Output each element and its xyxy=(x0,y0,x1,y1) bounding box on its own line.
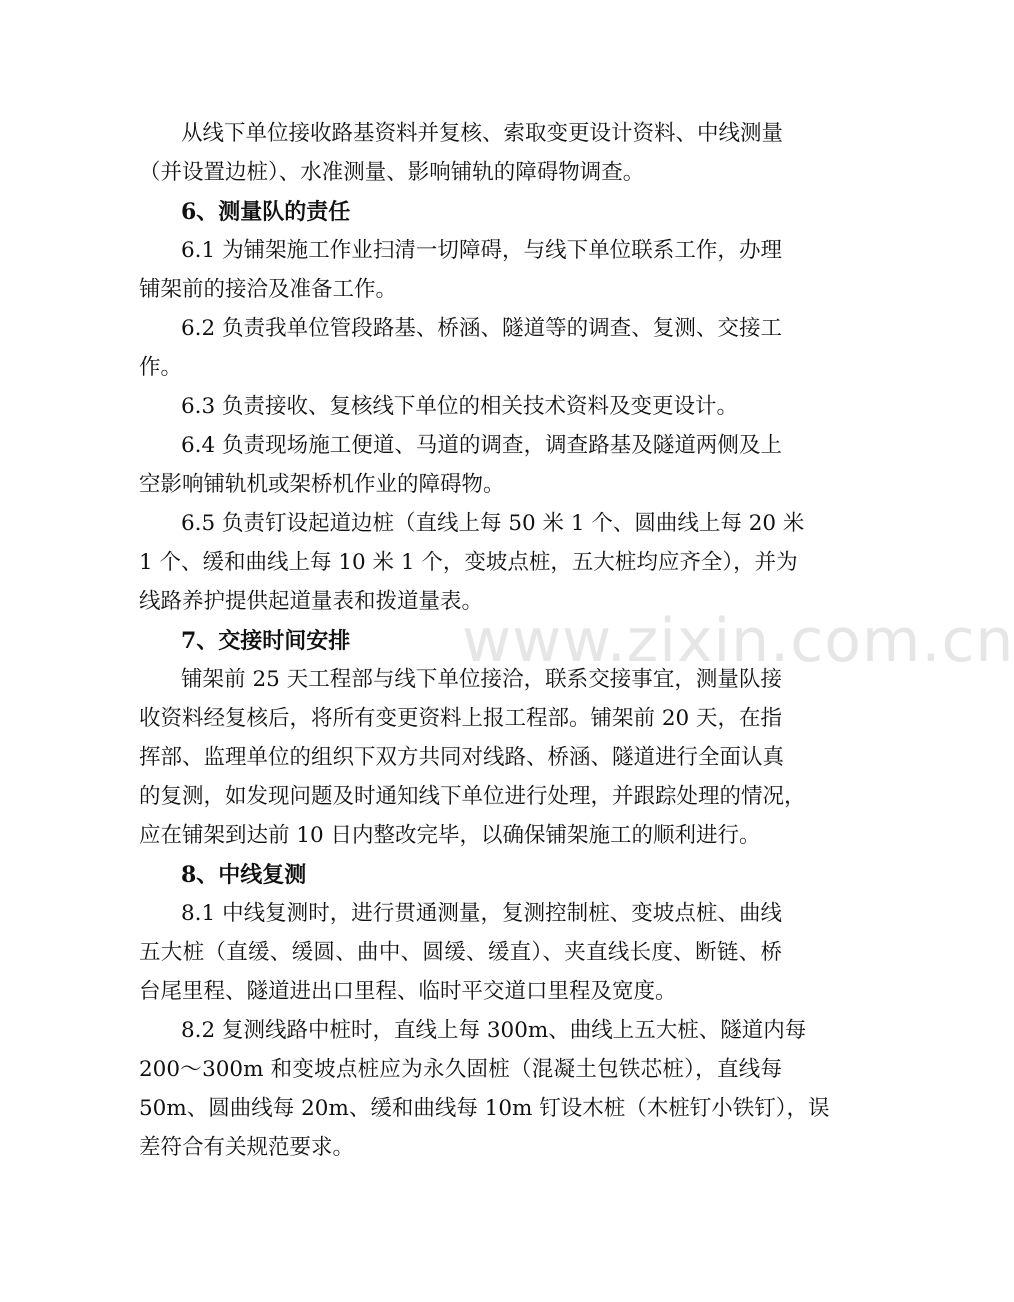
paragraph-line: 8.1 中线复测时，进行贯通测量，复测控制桩、变坡点桩、曲线 xyxy=(181,901,782,926)
paragraph-line: 6.4 负责现场施工便道、马道的调查，调查路基及隧道两侧及上 xyxy=(181,433,782,458)
paragraph-line: 6.5 负责钉设起道边桩（直线上每 50 米 1 个、圆曲线上每 20 米 xyxy=(181,511,805,536)
paragraph-line: 1 个、缓和曲线上每 10 米 1 个，变坡点桩，五大桩均应齐全），并为 xyxy=(139,550,798,575)
paragraph-line: 6.2 负责我单位管段路基、桥涵、隧道等的调查、复测、交接工 xyxy=(181,316,782,341)
paragraph-line: 6.1 为铺架施工作业扫清一切障碍，与线下单位联系工作，办理 xyxy=(181,238,782,263)
paragraph-line: 差符合有关规范要求。 xyxy=(139,1135,355,1160)
paragraph-line: 台尾里程、隧道进出口里程、临时平交道口里程及宽度。 xyxy=(139,979,677,1004)
paragraph-line: 从线下单位接收路基资料并复核、索取变更设计资料、中线测量 xyxy=(181,121,784,146)
paragraph-line: 作。 xyxy=(139,355,183,380)
paragraph-line: 8.2 复测线路中桩时，直线上每 300m、曲线上五大桩、隧道内每 xyxy=(181,1018,807,1043)
paragraph-line: 空影响铺轨机或架桥机作业的障碍物。 xyxy=(139,472,505,497)
paragraph-line: 挥部、监理单位的组织下双方共同对线路、桥涵、隧道进行全面认真 xyxy=(139,745,785,770)
paragraph-line: 收资料经复核后，将所有变更资料上报工程部。铺架前 20 天，在指 xyxy=(139,706,783,731)
section-heading: 7、交接时间安排 xyxy=(181,628,351,654)
paragraph-line: 200～300m 和变坡点桩应为永久固桩（混凝土包铁芯桩），直线每 xyxy=(139,1057,782,1082)
section-heading: 6、测量队的责任 xyxy=(181,199,351,225)
watermark: www.zixin.com.cn xyxy=(462,606,1014,676)
paragraph-line: 50m、圆曲线每 20m、缓和曲线每 10m 钉设木桩（木桩钉小铁钉），误 xyxy=(139,1096,830,1121)
paragraph-line: 五大桩（直缓、缓圆、曲中、圆缓、缓直）、夹直线长度、断链、桥 xyxy=(139,940,782,965)
section-heading: 8、中线复测 xyxy=(181,862,307,888)
paragraph-line: 线路养护提供起道量表和拨道量表。 xyxy=(139,589,484,614)
paragraph-line: （并设置边桩）、水准测量、影响铺轨的障碍物调查。 xyxy=(139,160,645,185)
paragraph-line: 的复测，如发现问题及时通知线下单位进行处理，并跟踪处理的情况， xyxy=(139,784,806,809)
paragraph-line: 铺架前的接洽及准备工作。 xyxy=(139,277,398,302)
paragraph-line: 6.3 负责接收、复核线下单位的相关技术资料及变更设计。 xyxy=(181,394,739,419)
paragraph-line: 应在铺架到达前 10 日内整改完毕，以确保铺架施工的顺利进行。 xyxy=(139,823,761,848)
paragraph-line: 铺架前 25 天工程部与线下单位接洽，联系交接事宜，测量队接 xyxy=(181,667,782,692)
